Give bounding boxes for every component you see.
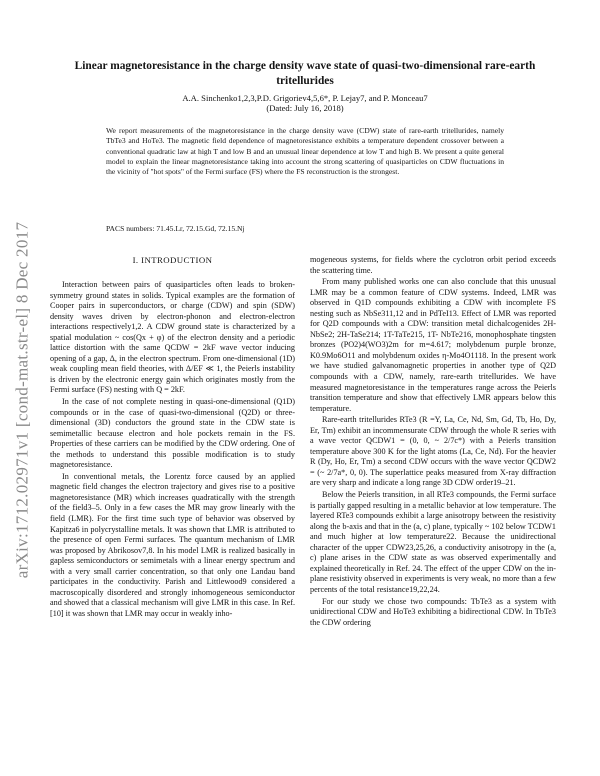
date-line: (Dated: July 16, 2018) — [266, 103, 344, 113]
paragraph: Below the Peierls transition, in all RTe3 compounds, the Fermi surface is partially gapped resulting in a metallic behavior at low temperature. The layered RTe3 compounds exhibit a large anisotropy between the resistivity along the b-axis and that in the (a, c) plane, typically ~ 102 below TCDW1 and much higher at low temperature22. Because the unidirectional character of the upper CDW23,25,26, a conductivity anisotropy in the (a, c) plane arises in the CDW state as was observed experimentally and explained theoretically in Ref. 24. The effect of the upper CDW on the in-plane resistivity observed in experiments is very weak, no more than a few percents of the total resistance19,22,24. — [310, 490, 556, 594]
paragraph: In the case of not complete nesting in quasi-one-dimensional (Q1D) compounds or in the case of quasi-two-dimensional (Q2D) or three-dimensional (3D) conductors the ground state in the CDW state is semimetallic because electron and hole pockets remain in the FS. Properties of these carriers can be modified by the CDW ordering. One of the methods to understand this possible modification is to study magnetoresistance. — [50, 397, 295, 470]
right-column — [310, 255, 556, 629]
paragraph: mogeneous systems, for fields where the cyclotron orbit period exceeds the scattering time. — [310, 255, 556, 275]
paragraph: For our study we chose two compounds: TbTe3 as a system with unidirectional CDW and HoTe3 exhibiting a bidirectional CDW. In TbTe3 the CDW ordering — [310, 596, 556, 627]
arxiv-identifier: arXiv:1712.02971v1 [cond-mat.str-el] 8 Dec 2017 — [12, 221, 32, 579]
arxiv-identifier-sidebar — [10, 180, 34, 620]
author-list: A.A. Sinchenko1,2,3,P.D. Grigoriev4,5,6*, P. Lejay7, and P. Monceau7 — [182, 93, 428, 103]
abstract: We report measurements of the magnetoresistance in the charge density wave (CDW) state of rare-earth tritellurides, namely TbTe3 and HoTe3. The magnetic field dependence of magnetoresistance exhibits a temperature dependent crossover between a conventional quadratic law at high T and low B and an unusual linear dependence at low T and high B. We present a quite general model to explain the linear magnetoresistance taking into account the strong scattering of quasiparticles on CDW fluctuations in the vicinity of "hot spots" of the Fermi surface (FS) where the FS reconstruction is the strongest. — [106, 126, 504, 177]
paragraph: Interaction between pairs of quasiparticles often leads to broken-symmetry ground states in solids. Typical examples are the formation of Cooper pairs in superconductors, or charge (CDW) and spin (SDW) density waves driven by electron-phonon and electron-electron interactions respectively1,2. A CDW ground state is characterized by a spatial modulation ~ cos(Qx + φ) of the electron density and a periodic lattice distortion with the same QCDW = 2kF wave vector inducing opening of a gap, Δ, in the electron spectrum. From one-dimensional (1D) weak coupling mean field theories, with Δ/EF ≪ 1, the Peierls instability is driven by the electronic energy gain which originates mostly from the Fermi surface (FS) nesting with Q = 2kF. — [50, 280, 295, 395]
paragraph: Rare-earth tritellurides RTe3 (R =Y, La, Ce, Nd, Sm, Gd, Tb, Ho, Dy, Er, Tm) exhibit an incommensurate CDW through the whole R series with a wave vector QCDW1 = (0, 0, ~ 2/7c*) with a Peierls transition temperature above 300 K for the light atoms (La, Ce, Nd). For the heavier R (Dy, Ho, Er, Tm) a second CDW occurs with the wave vector QCDW2 = (~ 2/7a*, 0, 0). The superlattice peaks measured from X-ray diffraction are very sharp and indicate a long range 3D CDW order19–21. — [310, 415, 556, 488]
section-heading: I. INTRODUCTION — [132, 255, 213, 265]
pacs-numbers: PACS numbers: 71.45.Lr, 72.15.Gd, 72.15.Nj — [106, 224, 245, 233]
paragraph: In conventional metals, the Lorentz force caused by an applied magnetic field changes the electron trajectory and gives rise to a positive magnetoresistance (MR) which increases quadratically with the strength of the field3–5. Only in a few cases the MR may grow linearly with the field (LMR). For the first time such type of behavior was observed by Kapitza6 in polycrystalline metals. It was shown that LMR is attributed to the presence of open Fermi surfaces. The quantum mechanism of LMR was proposed by Abrikosov7,8. In his model LMR is realized basically in gapless semiconductors or semimetals with a linear energy spectrum and with a very small carrier concentration, so that only one Landau band participates in the conductivity. Parish and Littlewood9 considered a macroscopically disordered and strongly inhomogeneous semiconductor and showed that a classical mechanism will give LMR in this case. In Ref. [10] it was shown that LMR may occur in weakly inho- — [50, 471, 295, 618]
left-column — [50, 280, 295, 621]
paper-title: Linear magnetoresistance in the charge density wave state of quasi-two-dimensional rare-earth tritellurides — [74, 60, 536, 87]
paragraph: From many published works one can also conclude that this unusual LMR may be a common feature of CDW systems. Indeed, LMR was observed in Q1D compounds exhibiting a CDW with incomplete FS nesting such as NbSe311,12 and in PdTeI13. Effect of LMR was reported for Q2D compounds with a CDW: transition metal dichalcogenides 2H-NbSe2; 2H-TaSe214; 1T-TaTe215, 1T- NbTe216, monophosphate tingsten bronzes (PO2)4(WO3)2m for m=4.617; molybdenum purple bronze, K0.9Mo6O11 and molybdenum oxides η-Mo4O1118. In the present work we have studied galvanomagnetic properties in another type of Q2D compounds with a CDW, namely, rare-earth tritellurides. We have measured magnetoresistance in the temperatures range across the Peierls transition temperature and show that effectively LMR appears below this temperature. — [310, 277, 556, 413]
